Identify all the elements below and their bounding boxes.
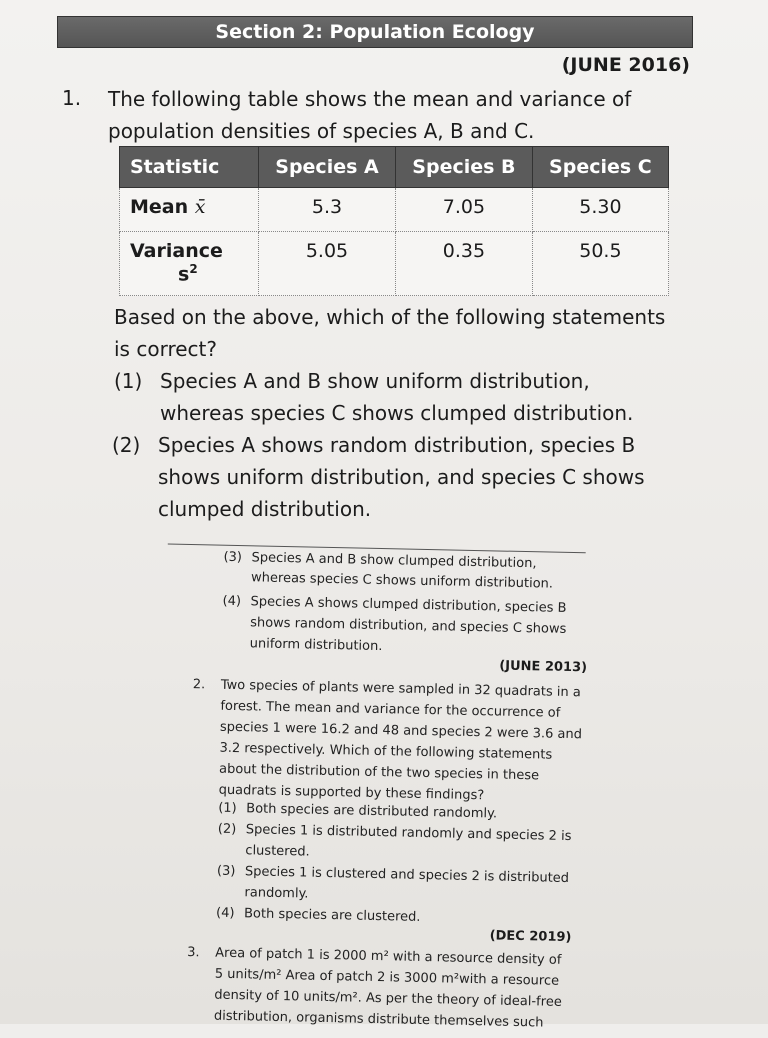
option-number: (2) — [112, 433, 141, 457]
q1-option-2[interactable] — [112, 429, 696, 525]
header-statistic: Statistic — [120, 147, 259, 188]
option-line1: Species A and B show uniform distribution, — [160, 369, 590, 393]
q3-line3: density of 10 units/m². As per the theory of ideal-free — [214, 987, 562, 1010]
q3-number: 3. — [187, 945, 200, 961]
mean-species-a: 5.3 — [259, 188, 396, 232]
q1-prompt-line1: Based on the above, which of the following statements — [114, 305, 666, 329]
q2-line5: about the distribution of the two species in these — [218, 761, 540, 784]
q2-line3: species 1 were 16.2 and 48 and species 2 were 3.6 and — [219, 719, 583, 743]
option-line2: whereas species C shows uniform distribution. — [250, 570, 554, 592]
mean-symbol: x̄ — [194, 196, 206, 218]
mean-species-b: 7.05 — [396, 188, 533, 232]
option-number: (4) — [215, 905, 235, 922]
q1-stem-line1: The following table shows the mean and variance of — [108, 87, 632, 111]
header-species-c: Species C — [532, 147, 668, 188]
q3-stem — [186, 942, 578, 1034]
q3-line2: 5 units/m² Area of patch 2 is 3000 m²with a resource — [214, 966, 560, 989]
mean-species-c: 5.30 — [532, 188, 668, 232]
q2-line1: Two species of plants were sampled in 32 quadrats in a — [220, 677, 581, 701]
option-line2: randomly. — [244, 885, 309, 902]
variance-species-b: 0.35 — [396, 232, 533, 296]
option-line1: Species A and B show clumped distribution, — [251, 550, 537, 572]
q1-option-1[interactable] — [114, 365, 696, 429]
q1-option-3[interactable] — [223, 547, 584, 597]
option-line1: Species A shows random distribution, species B — [158, 433, 636, 457]
table-row-variance — [120, 232, 669, 296]
q1-stem-line2: population densities of species A, B and C. — [108, 119, 535, 143]
option-line2: shows uniform distribution, and species C shows — [158, 465, 645, 489]
variance-exponent: 2 — [189, 262, 198, 276]
variance-species-a: 5.05 — [259, 232, 396, 296]
q3-line4: distribution, organisms distribute themselves such — [213, 1008, 544, 1031]
q2-option-2[interactable] — [217, 819, 578, 869]
lower-page-section — [0, 528, 768, 1032]
mean-label-cell — [120, 188, 259, 232]
q1-year: (JUNE 2016) — [561, 54, 690, 76]
q3-year: (DEC 2019) — [489, 928, 572, 946]
option-number: (3) — [216, 863, 236, 880]
option-line3: clumped distribution. — [158, 497, 372, 521]
q1-prompt-line2: is correct? — [114, 337, 217, 361]
q2-stem — [190, 674, 583, 812]
option-number: (1) — [218, 800, 237, 817]
option-line2: clustered. — [245, 843, 310, 860]
variance-label: Variance — [130, 240, 223, 262]
q2-line6: quadrats is supported by these findings? — [218, 782, 485, 804]
option-number: (4) — [222, 593, 242, 610]
header-species-a: Species A — [259, 147, 396, 188]
table-header-row — [120, 147, 669, 188]
variance-symbol-wrap — [130, 262, 248, 285]
header-species-b: Species B — [396, 147, 533, 188]
option-line2: shows random distribution, and species C shows — [249, 615, 567, 637]
variance-species-c: 50.5 — [532, 232, 668, 296]
option-line2: whereas species C shows clumped distribution. — [160, 401, 634, 425]
variance-symbol: s — [178, 263, 190, 286]
statistics-table — [119, 146, 669, 296]
option-line1: Both species are distributed randomly. — [246, 801, 498, 822]
table-row-mean — [120, 188, 669, 232]
option-line1: Species 1 is clustered and species 2 is distributed — [244, 864, 570, 887]
q2-number: 2. — [192, 677, 206, 693]
option-line1: Species A shows clumped distribution, species B — [250, 594, 567, 616]
q2-year: (JUNE 2013) — [499, 658, 588, 676]
q1-option-4[interactable] — [222, 591, 583, 662]
option-line3: uniform distribution. — [249, 636, 383, 655]
q3-line1: Area of patch 1 is 2000 m² with a resource density of — [215, 945, 562, 968]
variance-label-cell — [120, 232, 259, 296]
q2-option-3[interactable] — [216, 861, 577, 911]
mean-label: Mean — [130, 196, 189, 218]
option-line1: Both species are clustered. — [243, 906, 421, 925]
option-line1: Species 1 is distributed randomly and species 2 is — [245, 822, 572, 845]
q1-number: 1. — [62, 86, 82, 110]
q2-line4: 3.2 respectively. Which of the following statements — [219, 740, 553, 763]
option-number: (3) — [223, 549, 243, 566]
section-title: Section 2: Population Ecology — [57, 16, 693, 48]
q2-line2: forest. The mean and variance for the occurrence of — [220, 698, 561, 721]
option-number: (2) — [217, 821, 237, 838]
option-number: (1) — [114, 369, 143, 393]
